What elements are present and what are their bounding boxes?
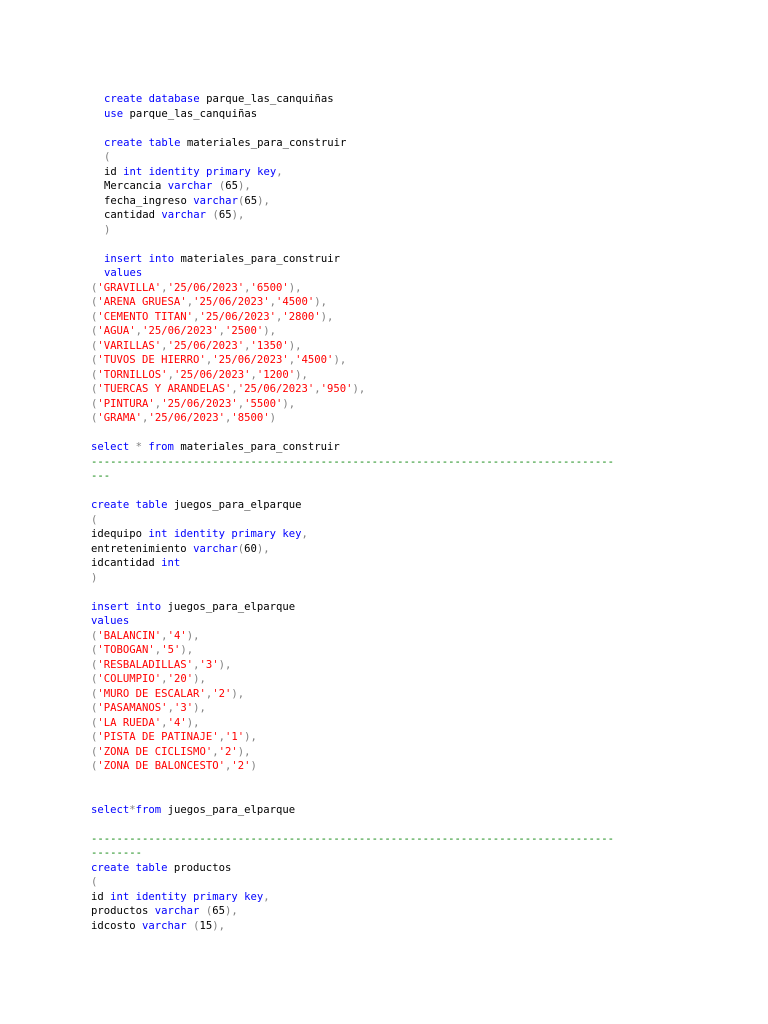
code-line [91, 266, 691, 281]
sql-punctuation: , [186, 296, 194, 308]
code-line [91, 281, 691, 296]
sql-punctuation: ), [224, 905, 238, 917]
sql-punctuation: ), [333, 354, 347, 366]
sql-string: '2500' [225, 325, 264, 337]
code-line [91, 701, 691, 716]
sql-punctuation: , [154, 644, 162, 656]
sql-keyword: int identity primary key [148, 528, 302, 540]
sql-punctuation: ( [91, 716, 98, 729]
sql-string: '6500' [250, 281, 289, 294]
sql-punctuation: ), [212, 919, 225, 932]
sql-identifier: fecha_ingreso [104, 194, 194, 207]
sql-punctuation: ), [180, 644, 194, 656]
sql-punctuation: , [135, 325, 143, 337]
code-line [91, 730, 691, 745]
sql-string: 'CEMENTO TITAN' [97, 310, 194, 323]
sql-punctuation: , [154, 397, 162, 410]
blank-line [91, 484, 691, 499]
code-line [91, 339, 691, 354]
sql-string: 'TUVOS DE HIERRO' [97, 354, 206, 366]
code-line [91, 397, 691, 412]
sql-punctuation: ( [91, 397, 98, 410]
blank-line [91, 426, 691, 441]
blank-line [91, 121, 691, 136]
sql-punctuation: ), [295, 368, 308, 381]
sql-punctuation: ) [250, 760, 257, 772]
sql-punctuation: ), [314, 296, 328, 308]
sql-string: '4' [167, 629, 187, 642]
sql-identifier: materiales_para_construir [180, 252, 340, 265]
sql-punctuation: ( [91, 629, 98, 642]
sql-punctuation: , [161, 339, 168, 352]
blank-line [91, 817, 691, 832]
sql-punctuation: ( [91, 513, 98, 526]
sql-punctuation: ( [91, 339, 98, 352]
sql-punctuation: , [301, 528, 308, 540]
code-line [91, 136, 691, 151]
sql-string: '20' [167, 673, 194, 685]
sql-identifier: cantidad [104, 209, 162, 221]
code-line [91, 745, 691, 760]
sql-punctuation: , [314, 383, 321, 395]
sql-string: '5' [161, 644, 181, 656]
sql-keyword: varchar [193, 194, 238, 207]
sql-identifier: id [104, 165, 124, 178]
sql-punctuation: , [142, 412, 149, 424]
code-line [91, 614, 691, 629]
code-line [91, 890, 691, 905]
code-line [91, 165, 691, 180]
blank-line [91, 585, 691, 600]
sql-identifier: idequipo [91, 528, 149, 540]
code-line [91, 194, 691, 209]
sql-punctuation: ), [244, 731, 257, 743]
sql-punctuation: ( [91, 745, 98, 758]
code-line [91, 498, 691, 513]
sql-string: '2' [212, 687, 232, 700]
sql-punctuation: ), [288, 281, 302, 294]
sql-string: 'COLUMPIO' [97, 673, 162, 685]
sql-string: '5500' [244, 397, 283, 410]
sql-punctuation: ( [91, 383, 98, 395]
code-line [91, 92, 691, 107]
sql-identifier: productos [91, 905, 155, 917]
sql-keyword: varchar [142, 919, 194, 932]
sql-punctuation: , [244, 281, 251, 294]
sql-identifier: idcosto [91, 919, 143, 932]
sql-punctuation: ( [91, 281, 98, 294]
sql-punctuation: , [237, 397, 245, 410]
sql-punctuation: ( [91, 296, 98, 308]
sql-string: 'ZONA DE BALONCESTO' [97, 760, 225, 772]
sql-punctuation: ( [91, 760, 98, 772]
sql-string: '1200' [256, 368, 296, 381]
sql-punctuation: ( [205, 905, 213, 917]
sql-punctuation: , [161, 673, 168, 685]
sql-punctuation: ( [237, 194, 245, 207]
sql-punctuation: , [224, 760, 232, 772]
sql-keyword: create table [104, 136, 187, 149]
sql-keyword: values [91, 615, 130, 627]
sql-punctuation: ( [193, 919, 200, 932]
sql-identifier: juegos_para_elparque [173, 499, 302, 511]
code-line [91, 382, 691, 397]
sql-string: 'MURO DE ESCALAR' [97, 687, 206, 700]
code-line [91, 571, 691, 586]
blank-line [91, 237, 691, 252]
sql-punctuation: ), [257, 194, 270, 207]
sql-string: 'PINTURA' [97, 397, 155, 410]
sql-string: 'LA RUEDA' [97, 716, 162, 729]
sql-string: '950' [320, 383, 353, 395]
comment-separator: ---------------------------------------------------------------------------------- [91, 455, 614, 468]
code-line [91, 687, 691, 702]
sql-punctuation: ), [231, 687, 245, 700]
sql-punctuation: ), [237, 745, 251, 758]
code-line [91, 295, 691, 310]
sql-punctuation: ( [91, 325, 98, 337]
sql-punctuation: , [276, 165, 283, 178]
sql-string: '25/06/2023' [237, 383, 315, 395]
sql-identifier: 65 [225, 180, 238, 192]
sql-string: 'GRAVILLA' [97, 281, 162, 294]
sql-punctuation: , [167, 368, 174, 381]
sql-punctuation: ), [288, 339, 302, 352]
code-line [91, 919, 691, 934]
sql-keyword: from [148, 441, 181, 453]
sql-code-listing [91, 92, 691, 933]
sql-string: '2800' [282, 310, 321, 323]
sql-punctuation: , [161, 629, 168, 642]
sql-string: '25/06/2023' [148, 412, 225, 424]
sql-punctuation: ), [186, 716, 200, 729]
sql-keyword: insert into [104, 252, 181, 265]
sql-string: '8500' [231, 412, 270, 424]
sql-keyword: create table [91, 861, 174, 874]
sql-punctuation: , [167, 702, 174, 714]
code-line [91, 324, 691, 339]
sql-identifier: materiales_para_construir [180, 441, 340, 453]
code-line [91, 600, 691, 615]
sql-punctuation: , [250, 368, 257, 381]
sql-identifier: entretenimiento [91, 542, 194, 555]
sql-punctuation: ) [91, 571, 98, 584]
sql-string: '4' [167, 716, 187, 729]
sql-string: 'ARENA GRUESA' [97, 296, 187, 308]
sql-punctuation: , [263, 890, 270, 903]
sql-punctuation: ( [91, 412, 98, 424]
sql-string: 'VARILLAS' [97, 339, 162, 352]
sql-punctuation: ), [282, 397, 296, 410]
sql-punctuation: , [224, 412, 232, 424]
sql-punctuation: ( [91, 368, 98, 381]
sql-keyword: int [161, 557, 181, 569]
code-line [91, 440, 691, 455]
sql-punctuation: ( [91, 702, 98, 714]
code-line [91, 556, 691, 571]
sql-keyword: select [91, 441, 136, 453]
code-line [91, 252, 691, 267]
sql-punctuation: , [193, 658, 200, 671]
sql-keyword: int identity primary key [110, 890, 264, 903]
sql-keyword: varchar [167, 180, 219, 192]
sql-punctuation: , [218, 325, 225, 337]
sql-string: '25/06/2023' [173, 368, 251, 381]
sql-identifier: parque_las_canquiñas [129, 107, 258, 120]
sql-identifier: 65 [218, 209, 232, 221]
sql-string: '2' [231, 760, 251, 772]
code-line [91, 542, 691, 557]
sql-string: '25/06/2023' [142, 325, 219, 337]
code-line [91, 643, 691, 658]
sql-punctuation: , [161, 716, 168, 729]
sql-keyword: values [104, 267, 143, 279]
sql-punctuation: ( [91, 876, 98, 888]
code-line [91, 803, 691, 818]
code-line [91, 629, 691, 644]
sql-punctuation: ), [320, 310, 334, 323]
sql-punctuation: ( [91, 354, 98, 366]
sql-keyword: int identity primary key [123, 165, 277, 178]
sql-punctuation: , [269, 296, 277, 308]
sql-identifier: 15 [199, 919, 213, 932]
sql-punctuation: , [212, 745, 219, 758]
sql-identifier: id [91, 890, 111, 903]
code-line [91, 527, 691, 542]
comment-separator: --- [91, 470, 111, 482]
sql-punctuation: ), [218, 658, 232, 671]
code-line [91, 672, 691, 687]
sql-string: 'PASAMANOS' [97, 702, 168, 714]
sql-punctuation: , [276, 310, 283, 323]
sql-punctuation: ), [237, 180, 251, 192]
sql-punctuation: , [161, 281, 168, 294]
sql-identifier: juegos_para_elparque [167, 803, 296, 816]
sql-string: '3' [199, 658, 219, 671]
sql-string: '2' [218, 745, 238, 758]
sql-punctuation: ), [193, 702, 206, 714]
comment-separator: -------- [91, 847, 143, 859]
sql-punctuation: ), [193, 673, 206, 685]
comment-separator: ---------------------------------------------------------------------------------- [91, 832, 614, 845]
sql-string: '25/06/2023' [167, 339, 245, 352]
sql-string: '25/06/2023' [212, 354, 289, 366]
sql-punctuation: ), [263, 325, 277, 337]
sql-keyword: select [91, 803, 130, 816]
sql-identifier: productos [173, 861, 232, 874]
code-line [91, 208, 691, 223]
sql-punctuation: ( [218, 180, 226, 192]
sql-identifier: 60 [244, 542, 257, 555]
sql-punctuation: * [129, 803, 136, 816]
sql-keyword: use [104, 107, 130, 120]
sql-punctuation: * [135, 441, 149, 453]
code-line [91, 513, 691, 528]
code-line [91, 223, 691, 238]
sql-punctuation: ( [91, 731, 98, 743]
sql-punctuation: ( [212, 209, 219, 221]
code-line [91, 716, 691, 731]
sql-string: 'TUERCAS Y ARANDELAS' [97, 383, 232, 395]
sql-identifier: 65 [212, 905, 225, 917]
code-line [91, 658, 691, 673]
sql-string: 'BALANCIN' [97, 629, 162, 642]
sql-string: 'TORNILLOS' [97, 368, 168, 381]
sql-punctuation: ), [256, 542, 270, 555]
sql-keyword: insert into [91, 600, 168, 613]
sql-punctuation: ( [91, 673, 98, 685]
sql-punctuation: , [231, 383, 238, 395]
sql-string: '25/06/2023' [167, 281, 245, 294]
sql-punctuation: ), [186, 629, 200, 642]
sql-punctuation: , [193, 310, 200, 323]
sql-keyword: varchar [154, 905, 206, 917]
sql-string: '1' [224, 731, 245, 743]
sql-string: 'PISTA DE PATINAJE' [97, 731, 219, 743]
sql-identifier: parque_las_canquiñas [206, 93, 334, 105]
code-line [91, 861, 691, 876]
sql-string: 'AGUA' [97, 325, 136, 337]
sql-punctuation: ) [104, 223, 111, 236]
code-line [91, 875, 691, 890]
sql-string: '3' [173, 702, 194, 714]
sql-identifier: idcantidad [91, 557, 162, 569]
sql-string: '25/06/2023' [199, 310, 276, 323]
sql-keyword: from [135, 803, 168, 816]
sql-punctuation: , [205, 354, 213, 366]
code-line [91, 310, 691, 325]
sql-punctuation: ( [91, 310, 98, 323]
sql-string: '4500' [276, 296, 315, 308]
sql-keyword: create table [91, 499, 174, 511]
code-line [91, 353, 691, 368]
sql-identifier: juegos_para_elparque [167, 600, 296, 613]
sql-punctuation: ) [269, 412, 277, 424]
sql-string: 'GRAMA' [97, 412, 143, 424]
sql-string: 'ZONA DE CICLISMO' [97, 745, 213, 758]
code-line [91, 904, 691, 919]
sql-punctuation: ), [231, 209, 245, 221]
sql-identifier: 65 [244, 194, 258, 207]
code-line [91, 411, 691, 426]
sql-string: '25/06/2023' [161, 397, 238, 410]
sql-punctuation: , [205, 687, 213, 700]
code-line [91, 368, 691, 383]
sql-identifier: Mercancia [104, 180, 168, 192]
sql-punctuation: ( [91, 687, 98, 700]
sql-string: 'RESBALADILLAS' [97, 658, 194, 671]
sql-punctuation: , [288, 354, 296, 366]
sql-string: '25/06/2023' [193, 296, 270, 308]
code-line [91, 759, 691, 774]
sql-punctuation: ( [104, 151, 111, 163]
code-line [91, 107, 691, 122]
sql-string: 'TOBOGAN' [97, 644, 155, 656]
sql-string: '4500' [295, 354, 334, 366]
sql-punctuation: , [244, 339, 251, 352]
sql-keyword: create database [104, 93, 207, 105]
sql-punctuation: ( [91, 644, 98, 656]
sql-punctuation: , [218, 731, 225, 743]
sql-keyword: varchar [161, 209, 213, 221]
sql-punctuation: ( [91, 658, 98, 671]
sql-identifier: materiales_para_construir [186, 136, 347, 149]
sql-punctuation: ), [352, 383, 366, 395]
sql-keyword: varchar [193, 542, 238, 555]
code-line [91, 179, 691, 194]
sql-string: '1350' [250, 339, 289, 352]
code-line [91, 150, 691, 165]
blank-line [91, 774, 691, 803]
sql-punctuation: ( [237, 542, 245, 555]
